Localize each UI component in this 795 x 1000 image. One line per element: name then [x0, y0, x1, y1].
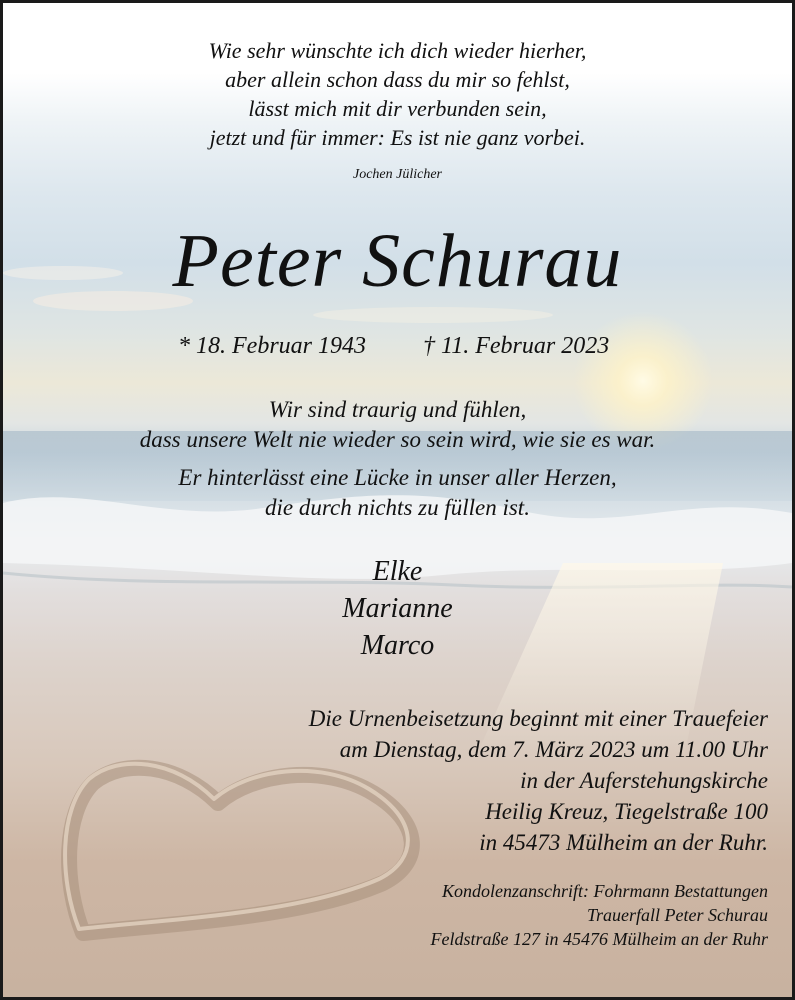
- service-line: in 45473 Mülheim an der Ruhr.: [479, 830, 768, 855]
- poem-line: Wie sehr wünschte ich dich wieder hierher,: [208, 38, 587, 63]
- deceased-name: Peter Schurau: [172, 219, 623, 303]
- condolence-line: Kondolenzanschrift: Fohrmann Bestattungen: [442, 881, 768, 901]
- poem-author: Jochen Jülicher: [352, 167, 442, 182]
- condolence-line: Feldstraße 127 in 45476 Mülheim an der Ruhr: [430, 929, 768, 949]
- family-member: Marco: [360, 630, 435, 661]
- service-line: Heilig Kreuz, Tiegelstraße 100: [485, 799, 768, 824]
- service-line: Die Urnenbeisetzung beginnt mit einer Trauefeier: [308, 706, 768, 731]
- message-line: Wir sind traurig und fühlen,: [268, 397, 527, 422]
- birth-date: * 18. Februar 1943: [178, 333, 366, 359]
- condolence-line: Trauerfall Peter Schurau: [587, 905, 768, 925]
- service-line: am Dienstag, dem 7. März 2023 um 11.00 Uhr: [339, 737, 768, 762]
- message-line: Er hinterlässt eine Lücke in unser aller Herzen,: [178, 465, 617, 490]
- notice-text: [3, 3, 792, 997]
- death-date: † 11. Februar 2023: [423, 333, 610, 359]
- family-member: Elke: [372, 556, 423, 587]
- poem-line: aber allein schon dass du mir so fehlst,: [225, 67, 570, 92]
- message-line: dass unsere Welt nie wieder so sein wird, wie sie es war.: [139, 427, 656, 452]
- poem-line: jetzt und für immer: Es ist nie ganz vorbei.: [209, 125, 586, 150]
- poem-line: lässt mich mit dir verbunden sein,: [248, 96, 547, 121]
- service-line: in der Auferstehungskirche: [520, 768, 768, 793]
- message-line: die durch nichts zu füllen ist.: [265, 495, 530, 520]
- family-member: Marianne: [342, 593, 453, 624]
